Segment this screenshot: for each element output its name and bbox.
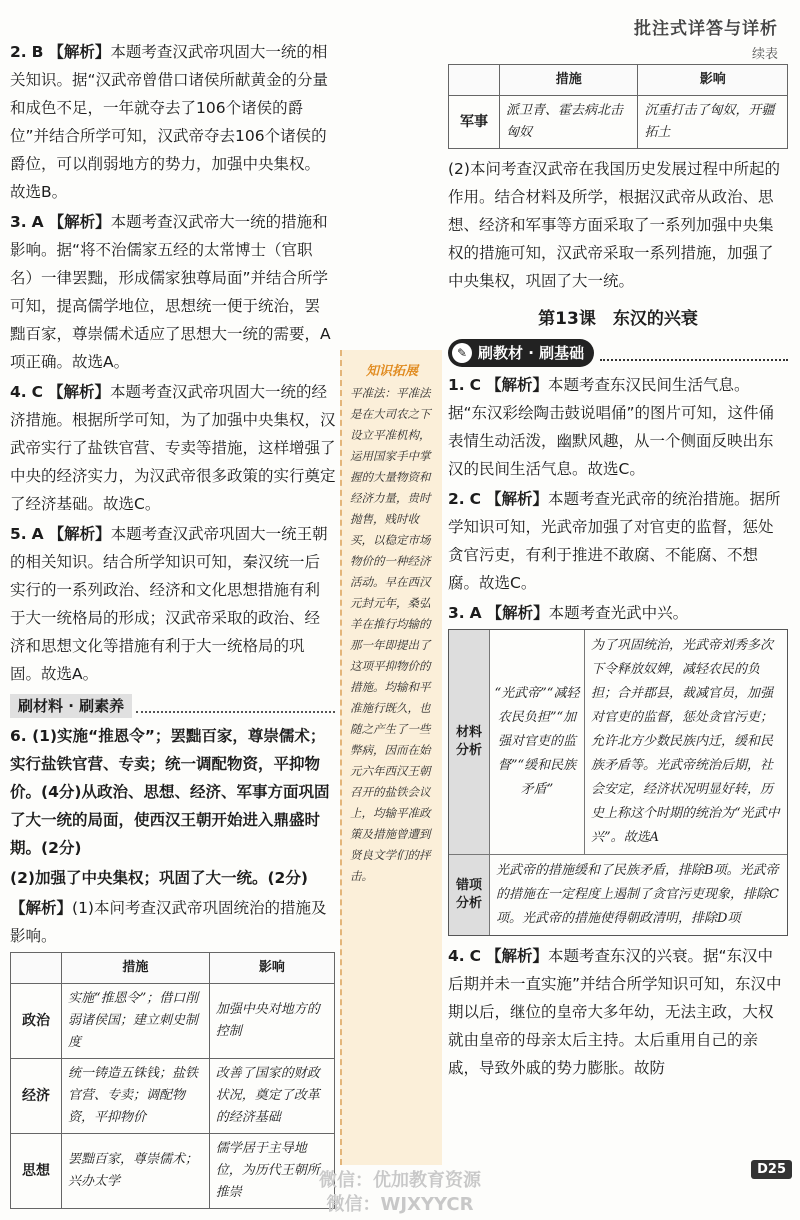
question-number: 1. [448,376,465,394]
answer-letter: C [469,490,482,508]
analysis-tag: 【解析】 [485,376,548,394]
page-number: D25 [751,1160,792,1179]
question-4 [10,378,340,518]
table-header: 措施 [62,953,210,984]
question-number: 2. [10,43,27,61]
answer-letter: C [469,376,482,394]
banner-pill [448,339,594,367]
answer-letter: A [469,604,482,622]
question-3 [448,599,788,627]
effect-cell: 改善了国家的财政状况，奠定了改革的经济基础 [209,1059,334,1134]
analysis-text: 本题考查汉武帝巩固大一统的经济措施。根据所学可知，为了加强中央集权，汉武帝实行了盐铁官营、专卖等措施，这样增强了中央的经济实力，为汉武帝很多政策的实行奠定了经济基础。故选C。 [10,383,336,513]
effect-cell: 沉重打击了匈奴，开疆拓土 [638,96,788,149]
analysis-tag: 【解析】 [48,213,111,231]
table-header-row [11,953,335,984]
key-phrases-cell: “光武帝”“减轻农民负担”“加强对官吏的监督”“缓和民族矛盾” [489,630,585,854]
analysis-text: 本题考查汉武帝巩固大一统的相关知识。据“汉武帝曾借口诸侯所献黄金的分量和成色不足，一年就夺去了106个诸侯的爵位”并结合所学可知，汉武帝夺去106个诸侯的爵位，可以削弱地方的势力，加强中央集权。故选B。 [10,43,329,201]
question-6-part-2-analysis: (2)本问考查汉武帝在我国历史发展过程中所起的作用。结合材料及所学，根据汉武帝从政治、思想、经济和军事等方面采取了一系列加强中央集权的措施可知，汉武帝采取一系列措施，加强了中央集权，巩固了大一统。 [448,160,780,290]
sidebar-body: 平准法：平准法是在大司农之下设立平准机构，运用国家手中掌握的大量物资和经济力量，贵时抛售，贱时收买，以稳定市场物价的一种经济活动。早在西汉元封元年，桑弘羊在推行均输的那一年即提出了这项平抑物价的措施。均输和平准施行既久，也随之产生了一些弊病，因而在始元六年西汉王朝召开的盐铁会议上，均输平准政策及措施曾遭到贤良文学们的抨击。 [350,386,431,883]
row-label: 军事 [449,96,500,149]
question-number: 3. [448,604,465,622]
question-6-answer-2: (2)加强了中央集权；巩固了大一统。(2分) [10,869,308,887]
answer-letter: C [31,383,44,401]
right-column [448,64,788,1084]
measure-cell: 统一铸造五铢钱；盐铁官营、专卖；调配物资，平抑物价 [62,1059,210,1134]
analysis-tag: 【解析】 [10,899,73,917]
lesson-title: 第13课 东汉的兴衰 [538,309,698,329]
effect-cell: 儒学居于主导地位，为历代王朝所推崇 [209,1134,334,1209]
question-6-answer-1 [10,722,335,862]
row-label: 经济 [11,1059,62,1134]
measure-cell: 罢黜百家，尊崇儒术；兴办太学 [62,1134,210,1209]
table-header: 影响 [209,953,334,984]
table-corner-cell [11,953,62,984]
analysis-text: (1)本问考查汉武帝巩固统治的措施及影响。 [10,899,327,945]
banner-label: 刷教材 · 刷基础 [478,344,585,362]
sidebar-title: 知识拓展 [365,364,418,379]
question-4 [448,942,788,1082]
measure-cell: 实施“推恩令”；借口削弱诸侯国；建立刺史制度 [62,984,210,1059]
table-row [449,96,788,149]
question-2 [10,38,335,206]
answer-part-1: (1)实施“推恩令”；罢黜百家，尊崇儒术；实行盐铁官营、专卖；统一调配物资，平抑物价。(4分)从政治、思想、经济、军事方面巩固了大一统的局面，使西汉王朝开始进入鼎盛时期。(2分) [10,727,330,857]
question-3 [10,208,335,376]
answer-letter: B [31,43,44,61]
watermark-line-2: 微信：WJXYYCR [326,1194,474,1215]
section-bar-materials [10,694,335,718]
knowledge-sidebar [340,350,442,1165]
material-analysis-text: 为了巩固统治，光武帝刘秀多次下令释放奴婢，减轻农民的负担；合并郡县，裁减官员，加强对官吏的监督，惩处贪官污吏；允许北方少数民族内迁，缓和民族矛盾等。光武帝统治后期，社会安定，经济状况明显好转，历史上称这个时期的统治为“光武中兴”。故选A [591,638,780,845]
analysis-tag: 【解析】 [48,43,111,61]
section-banner [448,339,788,367]
analysis-tag: 【解析】 [486,604,549,622]
question-number: 6. [10,727,27,745]
wrong-option-label: 错项分析 [449,855,489,935]
analysis-box [448,629,788,936]
analysis-tag: 【解析】 [48,525,111,543]
question-number: 5. [10,525,27,543]
analysis-text: 本题考查东汉民间生活气息。据“东汉彩绘陶击鼓说唱俑”的图片可知，这件俑表情生动活泼，幽默风趣，从一个侧面反映出东汉的民间生活气息。故选C。 [448,376,775,478]
question-2 [448,485,788,597]
table-header: 措施 [500,65,638,96]
table-row [11,984,335,1059]
table-header: 影响 [638,65,788,96]
left-column [10,38,335,1209]
effect-cell: 加强中央对地方的控制 [209,984,334,1059]
wrong-option-text: 光武帝的措施缓和了民族矛盾，排除B项。光武帝的措施在一定程度上遏制了贪官污吏现象，排除C项。光武帝的措施使得朝政清明，排除D项 [489,855,787,935]
measure-cell: 派卫青、霍去病北击匈奴 [500,96,638,149]
military-table [448,64,788,149]
table-header-row [449,65,788,96]
row-label: 思想 [11,1134,62,1209]
analysis-tag: 【解析】 [47,383,110,401]
question-number: 4. [448,947,465,965]
header-subtitle: 续表 [751,47,778,62]
question-number: 2. [448,490,465,508]
analysis-text: 本题考查汉武帝大一统的措施和影响。据“将不治儒家五经的太常博士（官职名）一律罢黜，形成儒家独尊局面”并结合所学可知，提高儒学地位，思想统一便于统治，罢黜百家，尊崇儒术适应了思想大一统的需要，A项正确。故选A。 [10,213,331,371]
wrong-option-analysis-row [449,855,787,935]
watermark-line-1: 微信：优加教育资源 [319,1170,481,1191]
table-row [11,1059,335,1134]
answer-letter: A [31,525,44,543]
row-label: 政治 [11,984,62,1059]
book-icon: ✎ [452,343,472,363]
question-number: 4. [10,383,27,401]
question-1 [448,371,788,483]
analysis-tag: 【解析】 [485,947,548,965]
answer-letter: A [31,213,44,231]
page-header [634,14,778,62]
analysis-text: 本题考查汉武帝巩固大一统王朝的相关知识。结合所学知识可知，秦汉统一后实行的一系列政治、经济和文化思想措施有利于大一统格局的形成；汉武帝采取的政治、经济和思想文化等措施有利于大一统格局的巩固。故选A。 [10,525,328,683]
analysis-text: 本题考查光武帝的统治措施。据所学知识可知，光武帝加强了对官吏的监督，惩处贪官污吏，有利于推进不敢腐、不能腐、不想腐。故选C。 [448,490,781,592]
answer-letter: C [469,947,482,965]
analysis-text: 本题考查光武中兴。 [548,604,689,622]
analysis-text: 本题考查东汉的兴衰。据“东汉中后期并未一直实施”并结合所学知识可知，东汉中期以后，继位的皇帝大多年幼，无法主政，大权就由皇帝的母亲太后主持。太后重用自己的亲戚，导致外戚的势力膨胀。故防 [448,947,782,1077]
dotted-divider [136,699,335,713]
analysis-tag: 【解析】 [485,490,548,508]
header-title: 批注式详答与详析 [634,19,778,39]
material-analysis-label: 材料分析 [449,630,489,854]
dotted-divider [600,345,788,361]
material-analysis-row [449,630,787,855]
question-number: 3. [10,213,27,231]
question-5 [10,520,335,688]
section-label: 刷材料 · 刷素养 [10,694,132,718]
table-corner-cell [449,65,500,96]
question-6-analysis [10,894,335,950]
